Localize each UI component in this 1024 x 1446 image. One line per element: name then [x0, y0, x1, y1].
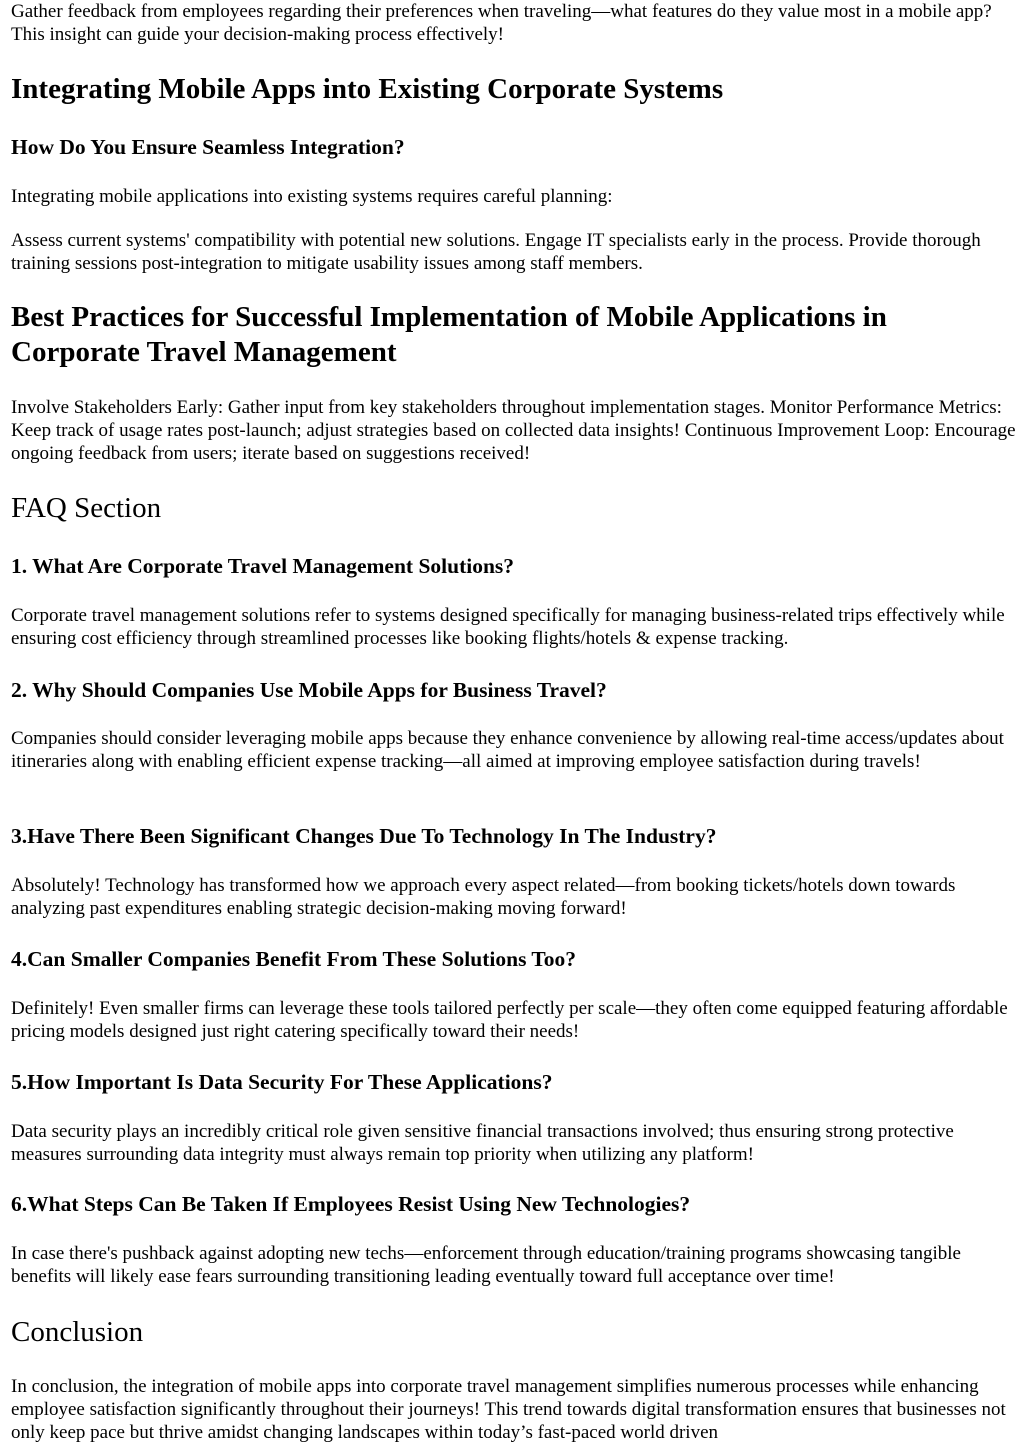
faq-answer: Companies should consider leveraging mobile apps because they enhance convenience by allowing real-time access/updates about itineraries along with enabling efficient expense tracking—all aimed at improving employee satisfaction during travels! — [11, 728, 1004, 772]
faq-answer: Absolutely! Technology has transformed how we approach every aspect related—from booking tickets/hotels down towards analyzing past expenditures enabling strategic decision-making moving forward! — [11, 875, 956, 919]
faq-answer: Data security plays an incredibly critical role given sensitive financial transactions involved; thus ensuring strong protective measures surrounding data integrity must always remain top priority when utilizing any platform! — [11, 1121, 954, 1165]
integration-lead: Integrating mobile applications into existing systems requires careful planning: — [11, 186, 613, 207]
faq-answer: Corporate travel management solutions refer to systems designed specifically for managing business-related trips effectively while ensuring cost efficiency through streamlined processes like booking flights/hotels & expense tracking. — [11, 605, 1005, 649]
faq-question: 5.How Important Is Data Security For These Applications? — [11, 1070, 553, 1094]
faq-question: 1. What Are Corporate Travel Management Solutions? — [11, 554, 515, 578]
faq-question: 6.What Steps Can Be Taken If Employees Resist Using New Technologies? — [11, 1192, 691, 1216]
integration-body: Assess current systems' compatibility with potential new solutions. Engage IT specialists early in the process. Provide thorough training sessions post-integration to mitigate usability issues among staff members. — [11, 230, 981, 274]
faq-question: 2. Why Should Companies Use Mobile Apps for Business Travel? — [11, 678, 607, 702]
intro-paragraph: Gather feedback from employees regarding their preferences when traveling—what features do they value most in a mobile app? This insight can guide your decision-making process effectively! — [11, 1, 992, 45]
faq-answer: In case there's pushback against adopting new techs—enforcement through education/training programs showcasing tangible benefits will likely ease fears surrounding transitioning leading eventually toward full acceptance over time! — [11, 1243, 961, 1287]
integration-subheading: How Do You Ensure Seamless Integration? — [11, 135, 405, 159]
conclusion-heading: Conclusion — [11, 1316, 144, 1348]
faq-question: 3.Have There Been Significant Changes Due To Technology In The Industry? — [11, 824, 717, 848]
integration-heading: Integrating Mobile Apps into Existing Corporate Systems — [11, 73, 724, 105]
faq-answer: Definitely! Even smaller firms can leverage these tools tailored perfectly per scale—they often come equipped featuring affordable pricing models designed just right catering specifically toward their needs! — [11, 998, 1008, 1042]
conclusion-body: In conclusion, the integration of mobile apps into corporate travel management simplifies numerous processes while enhancing employee satisfaction significantly throughout their journeys! This trend towards digital transformation ensures that businesses not only keep pace but thrive amidst changing landscapes within today’s fast-paced world driven — [11, 1376, 1006, 1443]
faq-question: 4.Can Smaller Companies Benefit From These Solutions Too? — [11, 947, 577, 971]
best-practices-heading: Best Practices for Successful Implementation of Mobile Applications in Corporate Travel Management — [11, 301, 887, 368]
best-practices-body: Involve Stakeholders Early: Gather input from key stakeholders throughout implementation stages. Monitor Performance Metrics: Keep track of usage rates post-launch; adjust strategies based on collected data insights! Continuous Improvement Loop: Encourage ongoing feedback from users; iterate based on suggestions received! — [11, 397, 1016, 464]
faq-heading: FAQ Section — [11, 492, 162, 524]
